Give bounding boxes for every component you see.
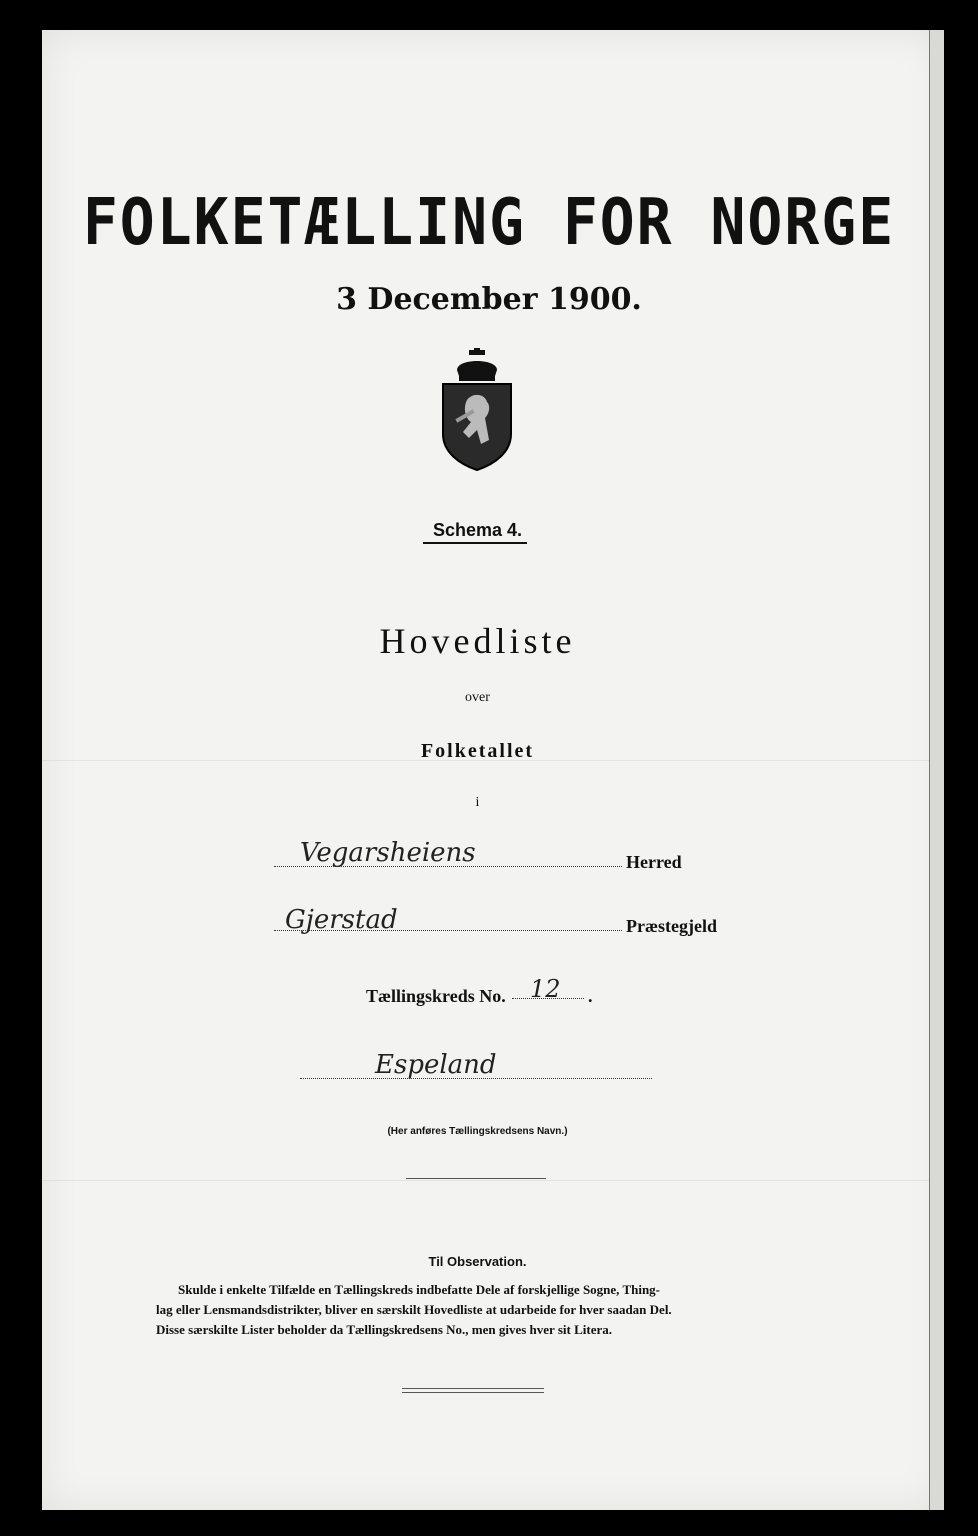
kreds-navn-note: (Her anføres Tællingskredsens Navn.) [387, 1126, 568, 1137]
praestegjeld-value: Gjerstad [285, 905, 398, 935]
norway-coat-of-arms-icon [437, 348, 517, 472]
herred-label: Herred [626, 852, 682, 872]
observation-text [156, 1280, 828, 1340]
separator-rule [406, 1178, 546, 1179]
list-heading: Hovedliste [379, 621, 576, 661]
schema-underline [423, 542, 527, 544]
fold-line [42, 1180, 944, 1181]
observation-line: Skulde i enkelte Tilfælde en Tællingskreds indbefatte Dele af forskjellige Sogne, Thing- [178, 1282, 661, 1297]
bottom-rule [402, 1392, 544, 1393]
kreds-navn-value: Espeland [375, 1050, 497, 1080]
schema-number: Schema 4. [432, 520, 523, 540]
census-date: 3 December 1900. [336, 282, 642, 317]
bottom-rule [402, 1388, 544, 1389]
preposition: i [475, 795, 480, 810]
herred-value: Vegarsheiens [300, 838, 476, 868]
kreds-period: . [588, 986, 593, 1006]
praestegjeld-label: Præstegjeld [626, 916, 717, 936]
kreds-value: 12 [530, 975, 561, 1003]
over-word: over [465, 690, 490, 705]
observation-title: Til Observation. [428, 1254, 527, 1269]
subject-heading: Folketallet [420, 740, 535, 762]
observation-line: Disse særskilte Lister beholder da Tællingskredsens No., men gives hver sit Litera. [156, 1322, 612, 1337]
main-title: FOLKETÆLLING FOR NORGE [82, 184, 896, 260]
kreds-label: Tællingskreds No. [366, 986, 506, 1006]
observation-line: lag eller Lensmandsdistrikter, bliver en særskilt Hovedliste at udarbeide for hver saadan Del. [156, 1302, 672, 1317]
